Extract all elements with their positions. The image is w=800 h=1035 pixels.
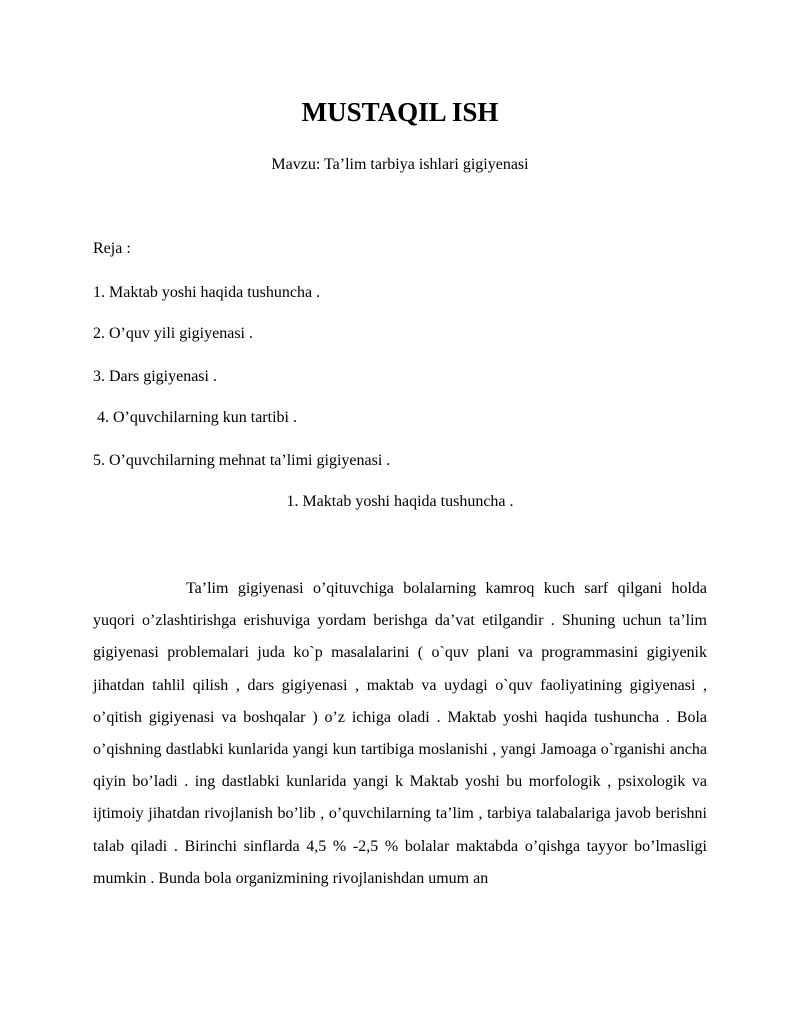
plan-item-2: 2. O’quv yili gigiyenasi .: [93, 325, 253, 342]
document-title: MUSTAQIL ISH: [301, 97, 499, 127]
body-paragraph: Ta’lim gigiyenasi o’qituvchiga bolalarning kamroq kuch sarf qilgani holda yuqori o’zlashtirishga erishuviga yordam berishga da’vat etilgandir . Shuning uchun ta’lim gigiyenasi problemalari juda ko`p masalalarini ( o`quv plani va programmasini gigiyenik jihatdan tahlil qilish , dars gigiyenasi , maktab va uydagi o`quv faoliyatining gigiyenasi , o’qitish gigiyenasi va boshqalar ) o’z ichiga oladi . Maktab yoshi haqida tushuncha . Bola o’qishning dastlabki kunlarida yangi kun tartibiga moslanishi , yangi Jamoaga o`rganishi ancha qiyin bo’ladi . ing dastlabki kunlarida yangi k Maktab yoshi bu morfologik , psixologik va ijtimoiy jihatdan rivojlanish bo’lib , o’quvchilarning ta’lim , tarbiya talabalariga javob berishni talab qiladi . Birinchi sinflarda 4,5 % -2,5 % bolalar maktabda o’qishga tayyor bo’lmasligi mumkin . Bunda bola organizmining rivojlanishdan umum an: [93, 580, 707, 887]
section-heading: 1. Maktab yoshi haqida tushuncha .: [286, 493, 514, 510]
plan-item-1: 1. Maktab yoshi haqida tushuncha .: [93, 284, 321, 301]
plan-label: Reja :: [93, 240, 131, 257]
plan-item-4: 4. O’quvchilarning kun tartibi .: [93, 409, 297, 426]
document-subtitle: Mavzu: Ta’lim tarbiya ishlari gigiyenasi: [271, 156, 529, 173]
plan-item-5: 5. O’quvchilarning mehnat ta’limi gigiyenasi .: [93, 452, 391, 469]
plan-item-3: 3. Dars gigiyenasi .: [93, 368, 217, 385]
